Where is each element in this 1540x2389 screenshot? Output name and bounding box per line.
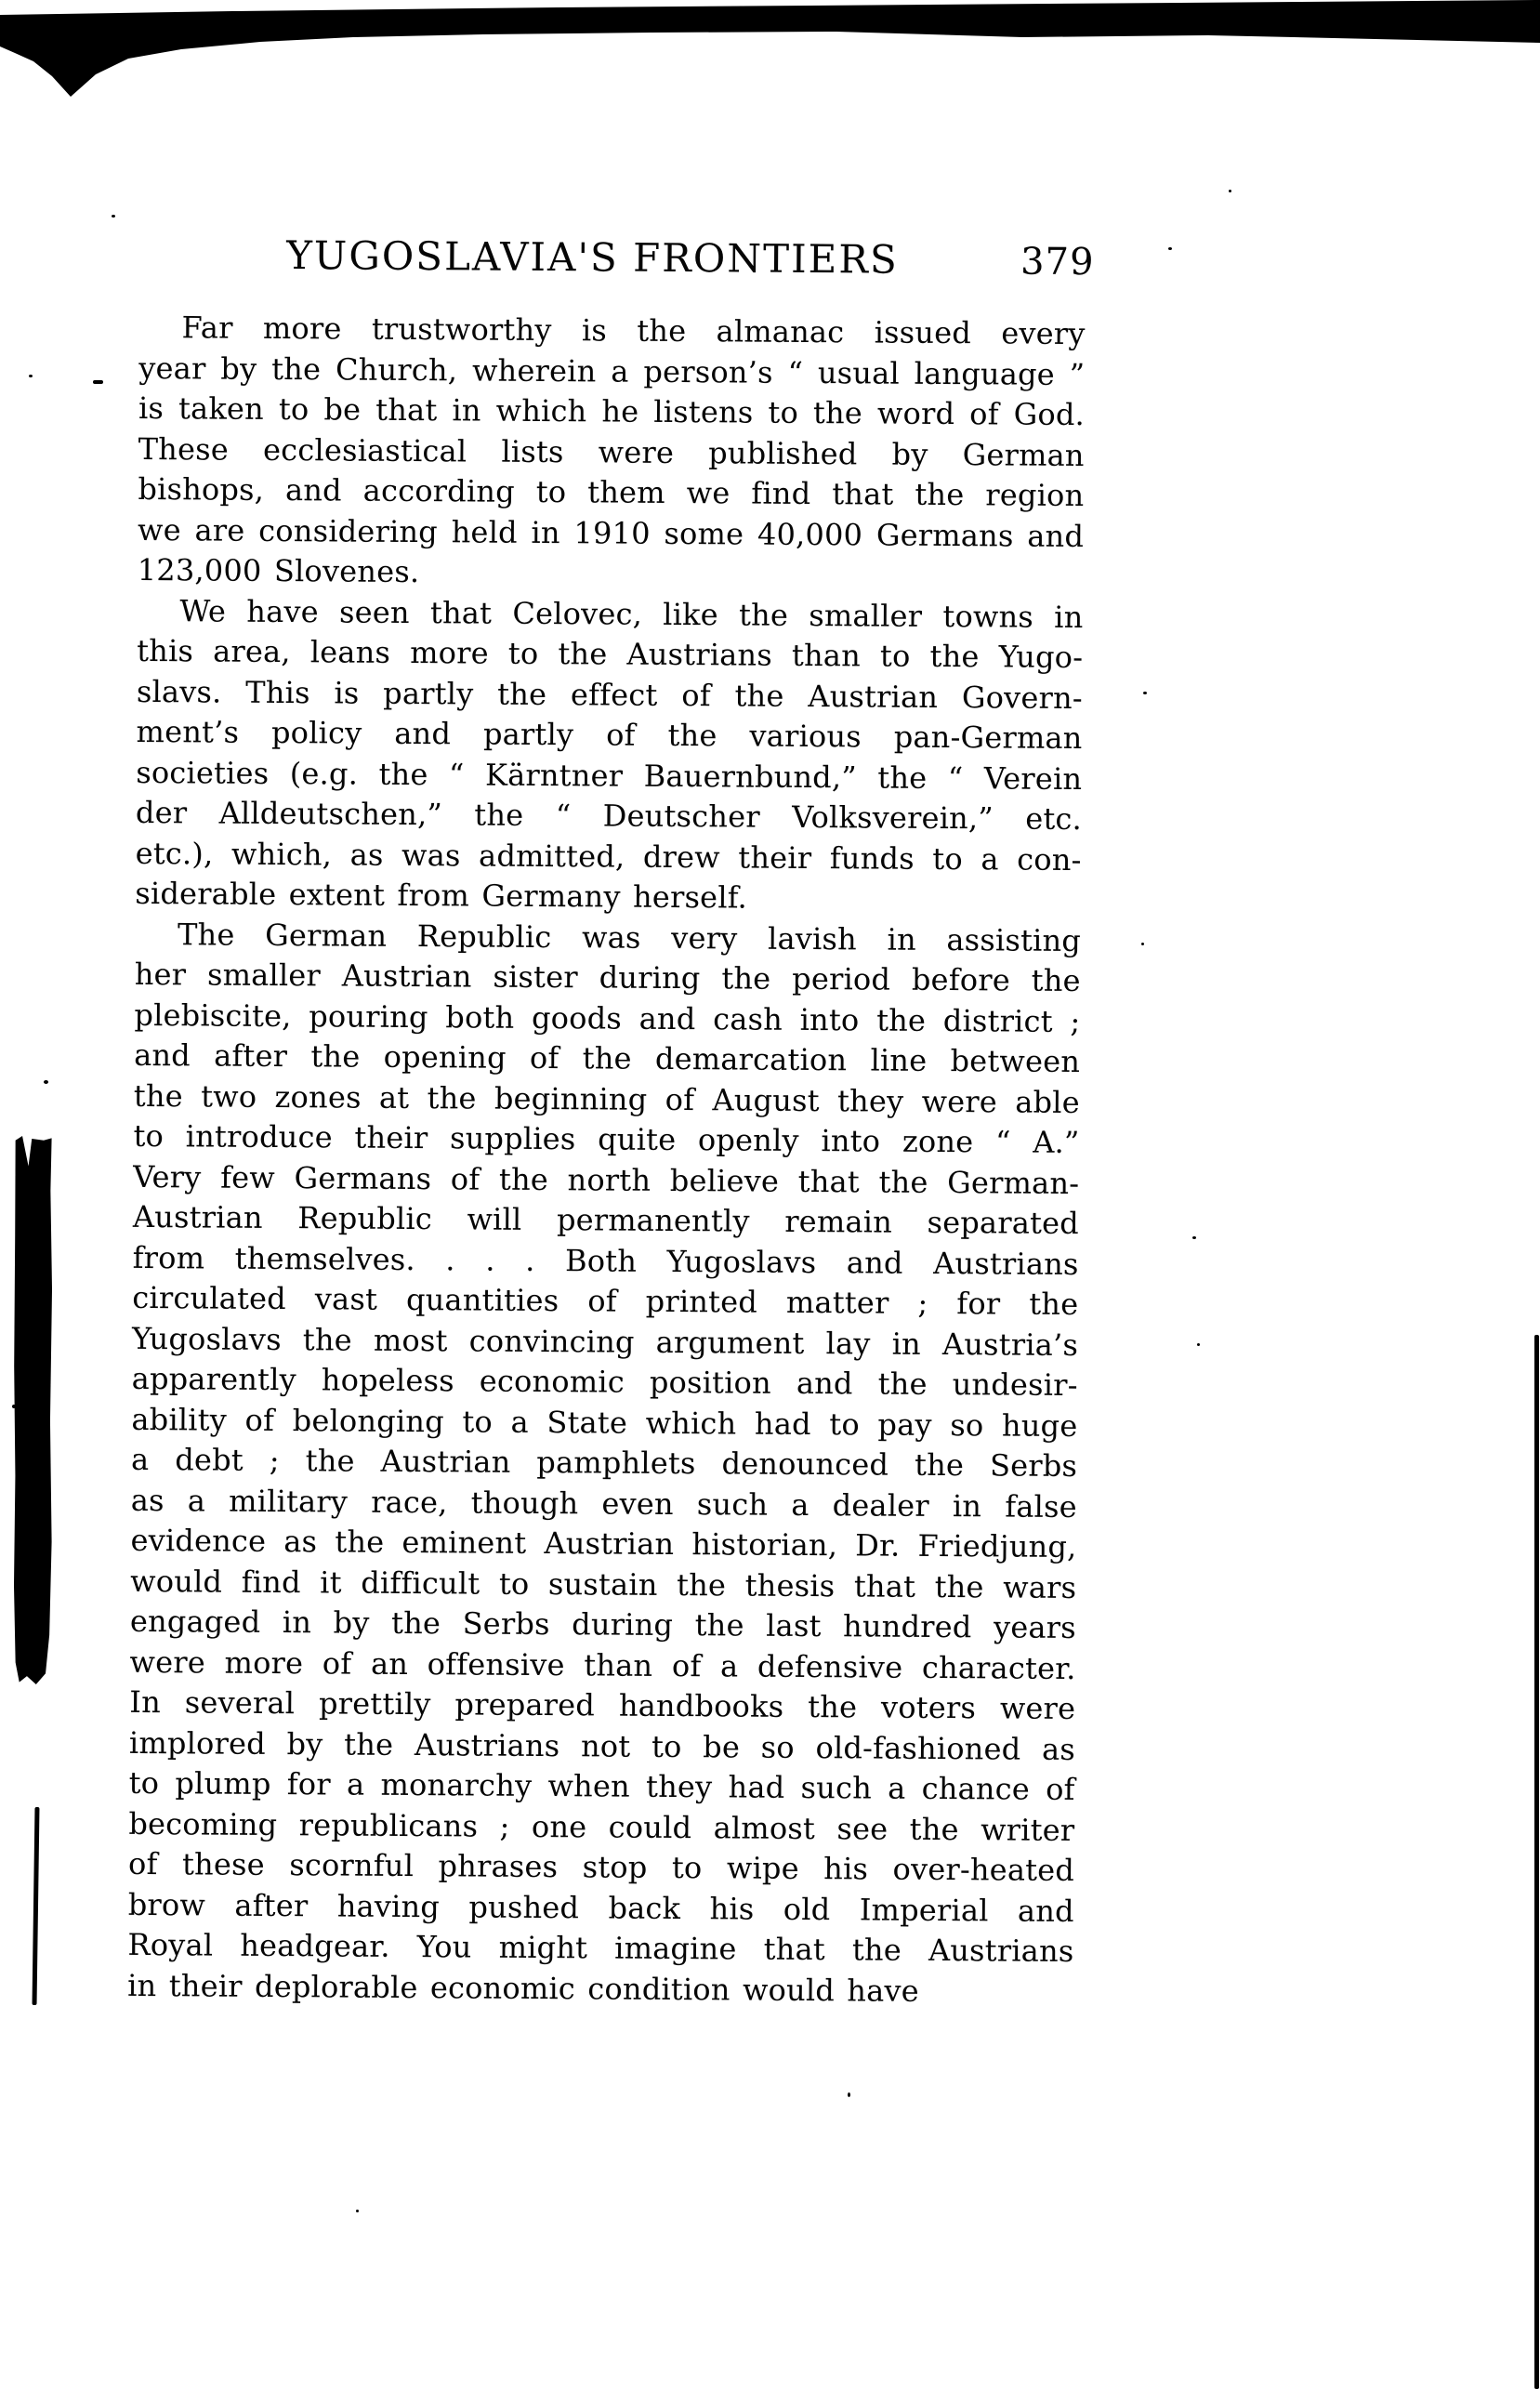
scan-speck	[112, 215, 115, 218]
scan-speck	[1197, 1343, 1200, 1346]
text-line: der Alldeutschen,” the “ Deutscher Volksverein,” etc.	[135, 794, 1083, 838]
text-line: evidence as the eminent Austrian historian, Dr. Friedjung,	[130, 1522, 1077, 1565]
scan-artifact-left-bar	[14, 1136, 52, 1684]
scan-speck	[1141, 943, 1144, 945]
text-line: from themselves. . . . Both Yugoslavs and Austrians	[132, 1239, 1079, 1282]
text-line: the two zones at the beginning of August they were able	[133, 1077, 1080, 1120]
text-line: is taken to be that in which he listens to the word of God.	[138, 389, 1086, 433]
text-line: The German Republic was very lavish in assisting	[177, 916, 1082, 958]
text-line: would find it difficult to sustain the thesis that the wars	[130, 1563, 1077, 1605]
text-line: as a military race, though even such a dealer in false	[130, 1482, 1077, 1524]
text-line: 123,000 Slovenes.	[137, 551, 420, 590]
text-line: In several prettily prepared handbooks the voters were	[129, 1683, 1076, 1727]
text-line: etc.), which, as was admitted, drew their funds to a con-	[135, 835, 1082, 878]
text-line: becoming republicans ; one could almost see the writer	[128, 1805, 1075, 1848]
scan-artifact-right-edge	[1534, 1335, 1539, 2389]
text-block	[127, 308, 1086, 2013]
text-line: were more of an offensive than of a defensive character.	[129, 1643, 1076, 1686]
scan-speck	[356, 2210, 359, 2212]
text-line: to introduce their supplies quite openly into zone “ A.”	[133, 1117, 1080, 1161]
scan-speck	[1168, 247, 1172, 250]
text-line: societies (e.g. the “ Kärntner Bauernbund,” the “ Verein	[136, 754, 1083, 797]
text-line: These ecclesiastical lists were published by German	[138, 430, 1085, 473]
text-line: Royal headgear. You might imagine that the Austrians	[127, 1926, 1074, 1970]
text-line: to plump for a monarchy when they had such a chance of	[128, 1764, 1075, 1808]
scan-speck	[1143, 692, 1147, 694]
running-header-title: YUGOSLAVIA'S FRONTIERS	[286, 232, 899, 283]
text-line: siderable extent from Germany herself.	[135, 875, 748, 916]
text-line: plebiscite, pouring both goods and cash into the district ;	[134, 997, 1081, 1039]
scan-speck	[848, 2092, 850, 2097]
text-line: of these scornful phrases stop to wipe his over-heated	[127, 1845, 1075, 1889]
text-line: Very few Germans of the north believe that the German-	[133, 1158, 1080, 1201]
text-line: this area, leans more to the Austrians than to the Yugo-	[137, 632, 1084, 676]
text-line: engaged in by the Serbs during the last hundred years	[129, 1603, 1077, 1646]
scan-speck	[1192, 1236, 1196, 1239]
scan-speck	[93, 380, 103, 384]
text-line: a debt ; the Austrian pamphlets denounced the Serbs	[130, 1441, 1078, 1485]
text-line: apparently hopeless economic position and the undesir-	[131, 1360, 1078, 1404]
text-line: Far more trustworthy is the almanac issued every	[181, 310, 1086, 352]
text-line: brow after having pushed back his old Imperial and	[127, 1886, 1074, 1929]
text-line: and after the opening of the demarcation line between	[134, 1036, 1081, 1080]
text-line: implored by the Austrians not to be so old-fashioned as	[128, 1724, 1076, 1767]
text-line: bishops, and according to them we find that the region	[138, 470, 1085, 514]
text-line: ment’s policy and partly of the various pan-German	[136, 713, 1083, 757]
text-line: ability of belonging to a State which had to pay so huge	[131, 1401, 1078, 1444]
scan-speck	[44, 1080, 48, 1084]
page-number: 379	[1020, 240, 1095, 284]
text-line: her smaller Austrian sister during the period before the	[134, 956, 1081, 999]
text-line: in their deplorable economic condition would have	[127, 1967, 920, 2009]
text-line: we are considering held in 1910 some 40,000 Germans and	[137, 511, 1085, 554]
scan-speck	[1229, 190, 1231, 192]
text-line: Yugoslavs the most convincing argument lay in Austria’s	[131, 1320, 1079, 1363]
scan-speck	[12, 1405, 16, 1408]
scan-speck	[29, 375, 33, 377]
text-line: We have seen that Celovec, like the smaller towns in	[179, 592, 1084, 635]
text-line: slavs. This is partly the effect of the Austrian Govern-	[136, 673, 1084, 716]
text-line: circulated vast quantities of printed matter ; for the	[132, 1279, 1079, 1323]
text-line: year by the Church, wherein a person’s “ usual language ”	[138, 350, 1086, 392]
text-line: Austrian Republic will permanently remain separated	[132, 1198, 1080, 1242]
